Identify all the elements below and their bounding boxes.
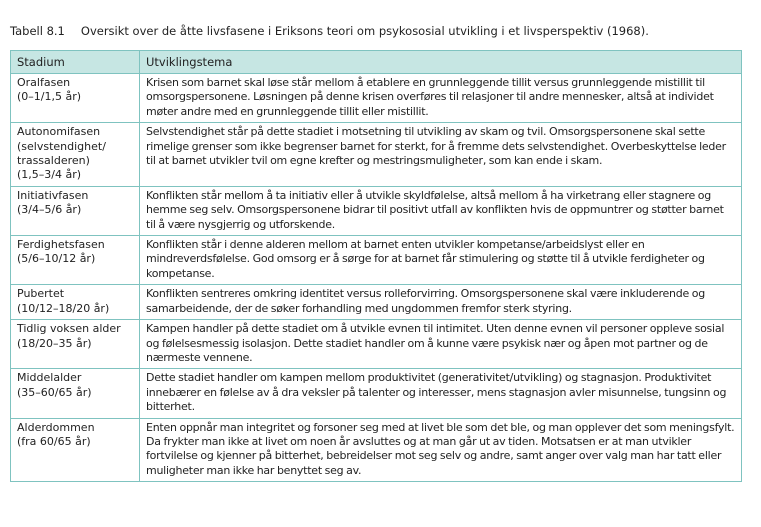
stage-cell: Initiativfasen (3/4–5/6 år): [11, 186, 140, 235]
column-header-theme: Utviklingstema: [140, 51, 742, 74]
column-header-stage: Stadium: [11, 51, 140, 74]
stage-cell: Middelalder (35–60/65 år): [11, 369, 140, 418]
table-row: [11, 236, 742, 285]
table-header-row: [11, 51, 742, 74]
stage-cell: Alderdommen (fra 60/65 år): [11, 418, 140, 482]
table-row: [11, 369, 742, 418]
stage-cell: Ferdighetsfasen (5/6–10/12 år): [11, 236, 140, 285]
life-stages-table: [10, 50, 742, 482]
theme-cell: Kampen handler på dette stadiet om å utvikle evnen til intimitet. Uten denne evnen vil personer oppleve sosial og følelsesmessig isolasjon. Dette stadiet handler om å kunne være psykisk nær og åpen mot partner og de nærmeste vennene.: [140, 320, 742, 369]
theme-cell: Selvstendighet står på dette stadiet i motsetning til utvikling av skam og tvil. Omsorgspersonene skal sette rimelige grenser som ikke begrenser barnet for sterkt, for å fremme dets selvstendighet. Overbeskyttelse leder til at barnet utvikler tvil om egne krefter og mestringsmuligheter, som kan ende i skam.: [140, 123, 742, 187]
table-number: Tabell 8.1: [10, 24, 65, 38]
table-row: [11, 123, 742, 187]
stage-cell: Autonomifasen (selvstendighet/ trassalderen) (1,5–3/4 år): [11, 123, 140, 187]
table-row: [11, 418, 742, 482]
stage-cell: Pubertet (10/12–18/20 år): [11, 285, 140, 320]
table-row: [11, 74, 742, 123]
table-title: Oversikt over de åtte livsfasene i Eriksons teori om psykososial utvikling i et livsperspektiv (1968).: [80, 24, 649, 38]
table-row: [11, 186, 742, 235]
stage-cell: Tidlig voksen alder (18/20–35 år): [11, 320, 140, 369]
table-row: [11, 285, 742, 320]
theme-cell: Konflikten står i denne alderen mellom at barnet enten utvikler kompetanse/arbeidslyst eller en mindreverdsfølelse. God omsorg er å sørge for at barnet får stimulering og støtte til å utvikle ferdigheter og kompetanse.: [140, 236, 742, 285]
theme-cell: Krisen som barnet skal løse står mellom å etablere en grunnleggende tillit versus grunnleggende mistillit til omsorgspersonene. Løsningen på denne krisen overføres til relasjoner til andre mennesker, altså at individet møter andre med en grunnleggende tillit eller mistillit.: [140, 74, 742, 123]
stage-cell: Oralfasen (0–1/1,5 år): [11, 74, 140, 123]
theme-cell: Enten oppnår man integritet og forsoner seg med at livet ble som det ble, og man opplever det som meningsfylt. Da frykter man ikke at livet om noen år avsluttes og at man går ut av tiden. Motsatsen er at man utvikler fortvilelse og kjenner på bitterhet, bebreidelser mot seg selv og andre, samt anger over valg man har tatt eller muligheter man ikke har benyttet seg av.: [140, 418, 742, 482]
table-caption: [10, 24, 649, 38]
theme-cell: Dette stadiet handler om kampen mellom produktivitet (generativitet/utvikling) og stagnasjon. Produktivitet innebærer en følelse av å dra veksler på talenter og interesser, mens stagnasjon avler misunnelse, tungsinn og bitterhet.: [140, 369, 742, 418]
table-row: [11, 320, 742, 369]
theme-cell: Konflikten sentreres omkring identitet versus rolleforvirring. Omsorgspersonene skal være inkluderende og samarbeidende, der de søker forhandling med ungdommen fremfor sterk styring.: [140, 285, 742, 320]
theme-cell: Konflikten står mellom å ta initiativ eller å utvikle skyldfølelse, altså mellom å ha virketrang eller stagnere og hemme seg selv. Omsorgspersonene bidrar til positivt utfall av konflikten hvis de oppmuntrer og støtter barnet til å være nysgjerrig og utforskende.: [140, 186, 742, 235]
